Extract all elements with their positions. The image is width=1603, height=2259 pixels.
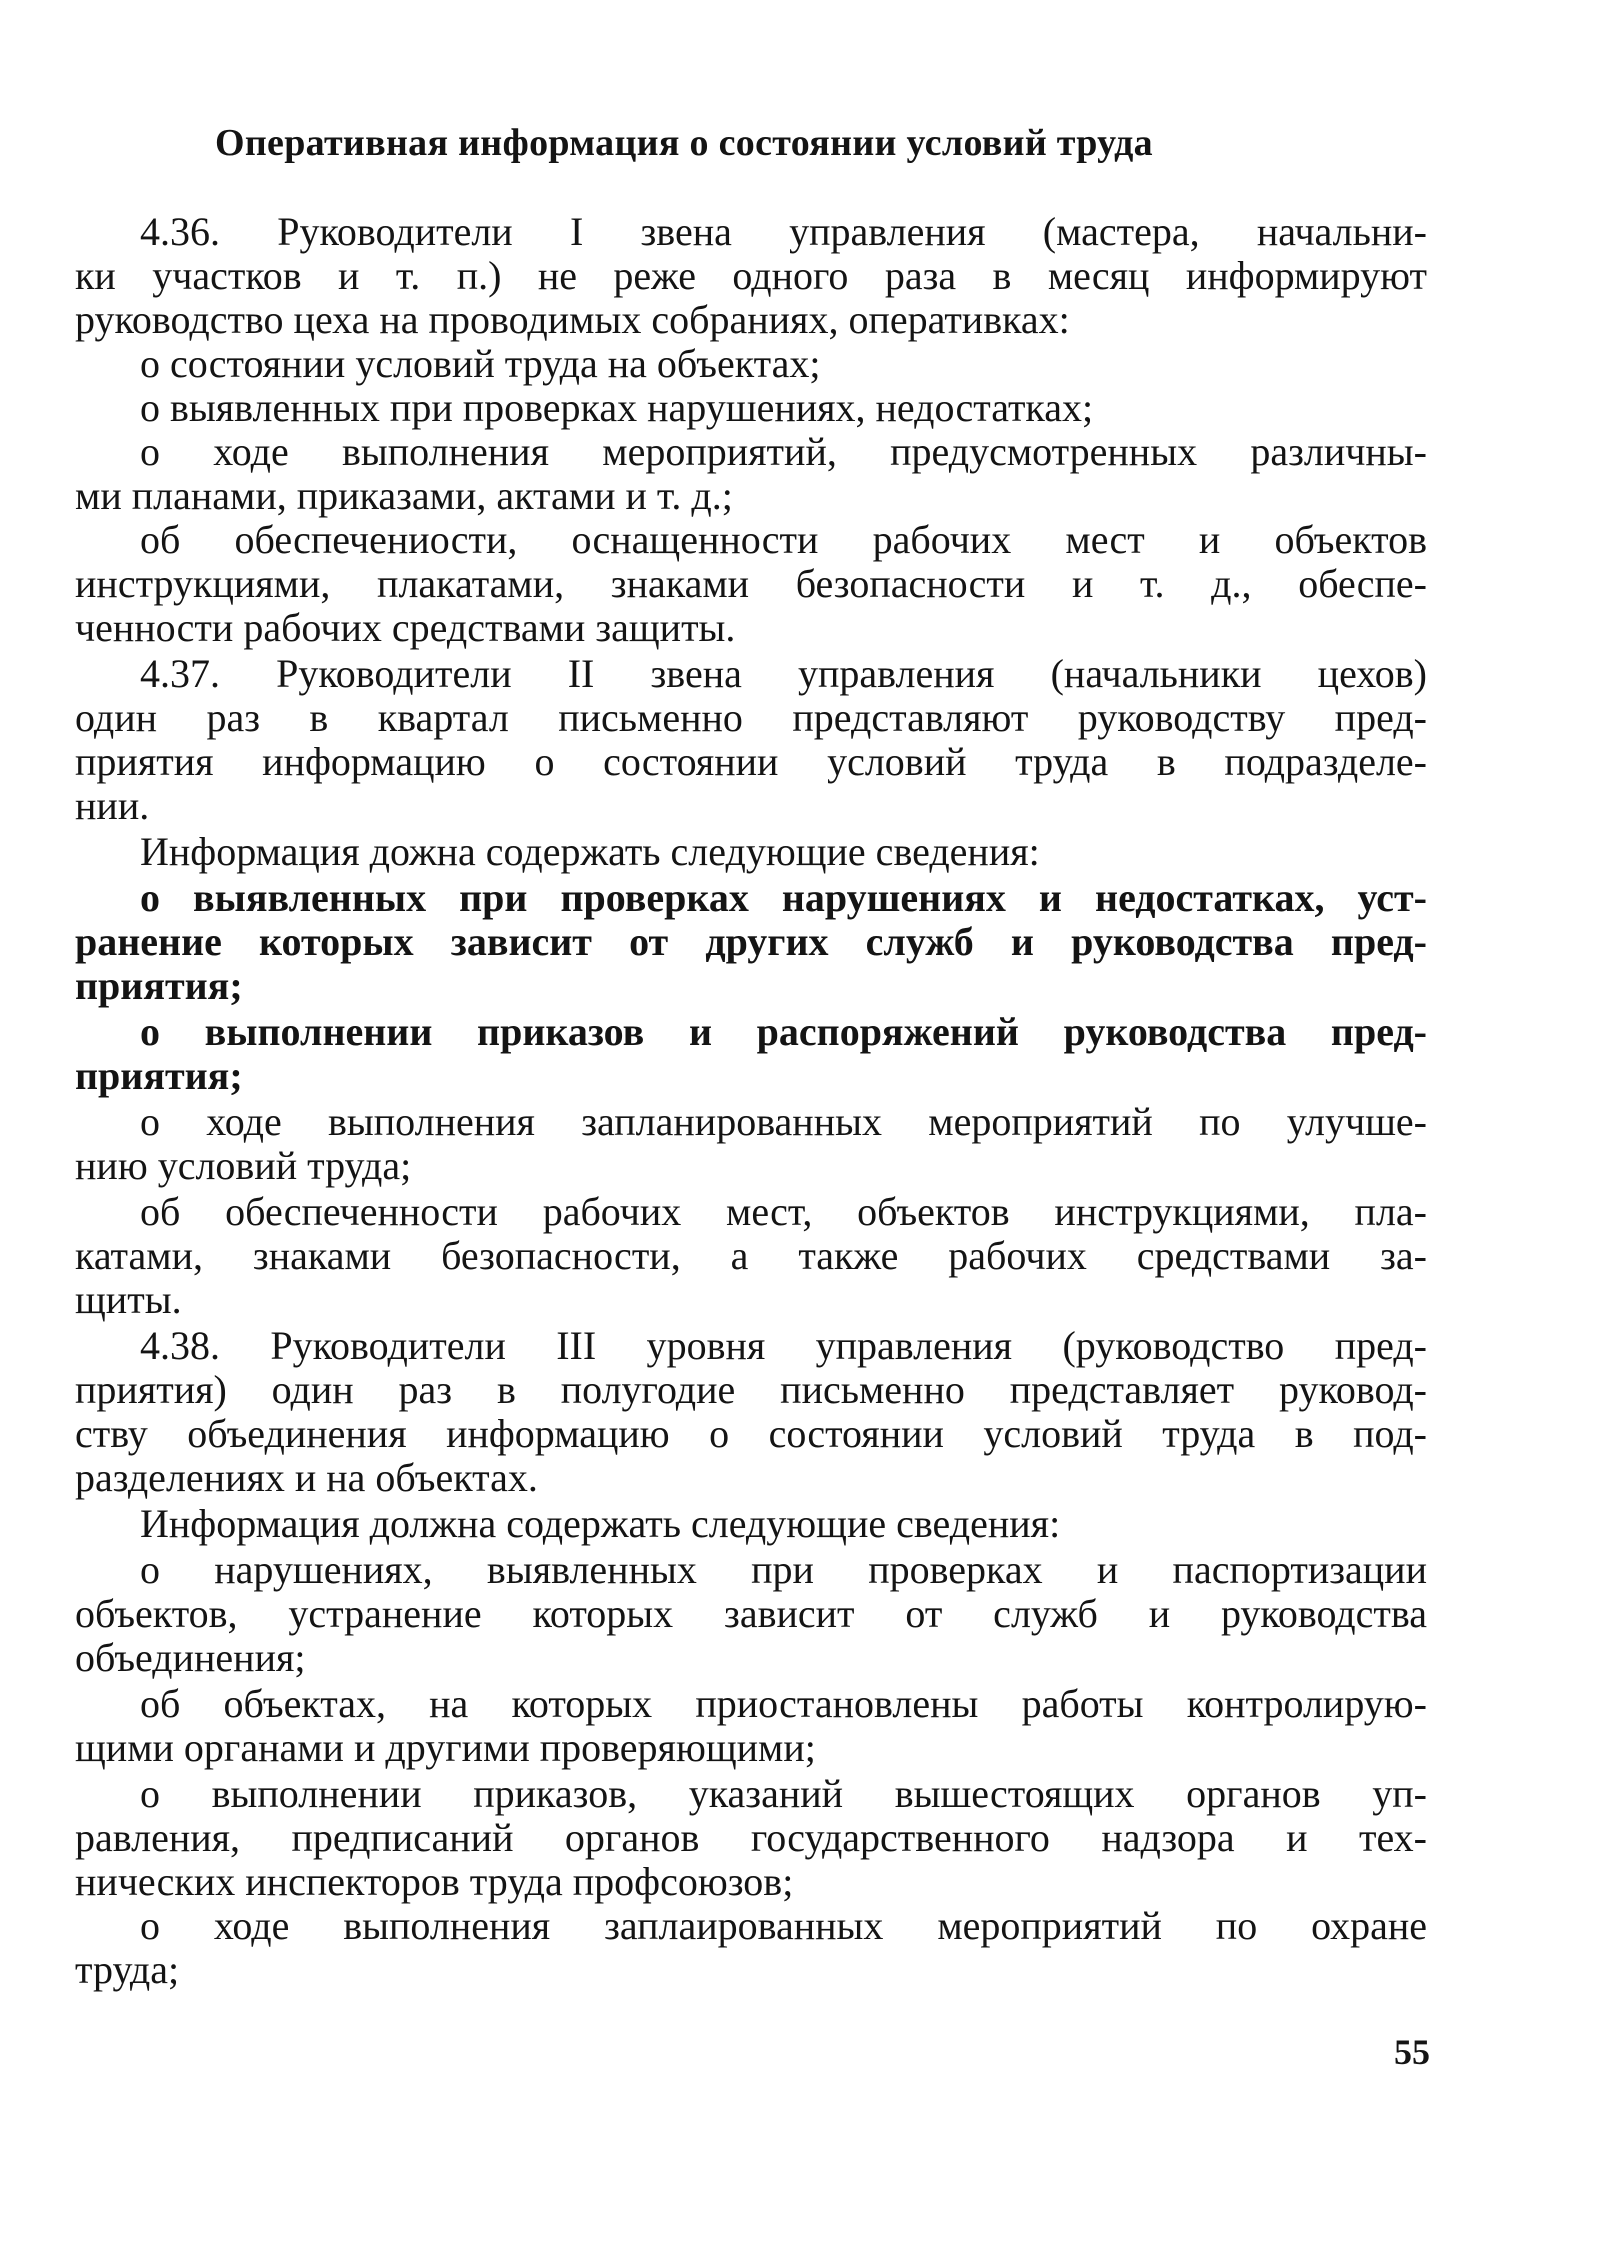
- text-line: 4.38. Руководители III уровня управления (руководство пред-: [140, 1324, 1427, 1368]
- text-line: об обеспечениости, оснащенности рабочих мест и объектов: [140, 518, 1427, 562]
- text-line: Информация дожна содержать следующие сведения:: [140, 830, 1040, 874]
- text-line: ранение которых зависит от других служб и руководства пред-: [75, 920, 1427, 964]
- text-line: о выполнении приказов и распоряжений руководства пред-: [140, 1010, 1427, 1054]
- text-line: труда;: [75, 1948, 180, 1992]
- text-line: инструкциями, плакатами, знаками безопасности и т. д., обеспе-: [75, 562, 1427, 606]
- text-line: катами, знаками безопасности, а также рабочих средствами за-: [75, 1234, 1427, 1278]
- text-line: щиты.: [75, 1278, 182, 1322]
- text-line: приятия;: [75, 964, 243, 1008]
- text-line: Информация должна содержать следующие сведения:: [140, 1502, 1061, 1546]
- text-line: о выявленных при проверках нарушениях и недостатках, уст-: [140, 876, 1427, 920]
- text-line: ству объединения информацию о состоянии условий труда в под-: [75, 1412, 1427, 1456]
- text-line: о ходе выполнения мероприятий, предусмотренных различны-: [140, 430, 1427, 474]
- text-line: ки участков и т. п.) не реже одного раза в месяц информируют: [75, 254, 1427, 298]
- section-title: Оперативная информация о состоянии условий труда: [215, 122, 1153, 164]
- text-line: о состоянии условий труда на объектах;: [140, 342, 821, 386]
- text-line: один раз в квартал письменно представляют руководству пред-: [75, 696, 1427, 740]
- text-line: руководство цеха на проводимых собраниях, оперативках:: [75, 298, 1070, 342]
- text-line: нических инспекторов труда профсоюзов;: [75, 1860, 794, 1904]
- text-line: о выявленных при проверках нарушениях, недостатках;: [140, 386, 1094, 430]
- text-line: щими органами и другими проверяющими;: [75, 1726, 816, 1770]
- text-line: об объектах, на которых приостановлены работы контролирую-: [140, 1682, 1427, 1726]
- text-line: ченности рабочих средствами защиты.: [75, 606, 736, 650]
- text-line: объединения;: [75, 1636, 306, 1680]
- text-line: приятия) один раз в полугодие письменно представляет руковод-: [75, 1368, 1427, 1412]
- text-line: ми планами, приказами, актами и т. д.;: [75, 474, 733, 518]
- page-number: 55: [1394, 2032, 1430, 2072]
- text-line: приятия;: [75, 1054, 243, 1098]
- text-line: нии.: [75, 784, 150, 828]
- text-line: о выполнении приказов, указаний вышестоящих органов уп-: [140, 1772, 1427, 1816]
- text-line: 4.36. Руководители I звена управления (мастера, начальни-: [140, 210, 1427, 254]
- text-line: о нарушениях, выявленных при проверках и паспортизации: [140, 1548, 1427, 1592]
- text-line: равления, предписаний органов государственного надзора и тех-: [75, 1816, 1427, 1860]
- text-line: приятия информацию о состоянии условий труда в подразделе-: [75, 740, 1427, 784]
- text-line: о ходе выполнения заплаированных мероприятий по охране: [140, 1904, 1427, 1948]
- text-line: о ходе выполнения запланированных мероприятий по улучше-: [140, 1100, 1427, 1144]
- text-line: нию условий труда;: [75, 1144, 412, 1188]
- text-line: разделениях и на объектах.: [75, 1456, 538, 1500]
- text-line: объектов, устранение которых зависит от служб и руководства: [75, 1592, 1427, 1636]
- text-line: 4.37. Руководители II звена управления (начальники цехов): [140, 652, 1427, 696]
- text-line: об обеспеченности рабочих мест, объектов инструкциями, пла-: [140, 1190, 1427, 1234]
